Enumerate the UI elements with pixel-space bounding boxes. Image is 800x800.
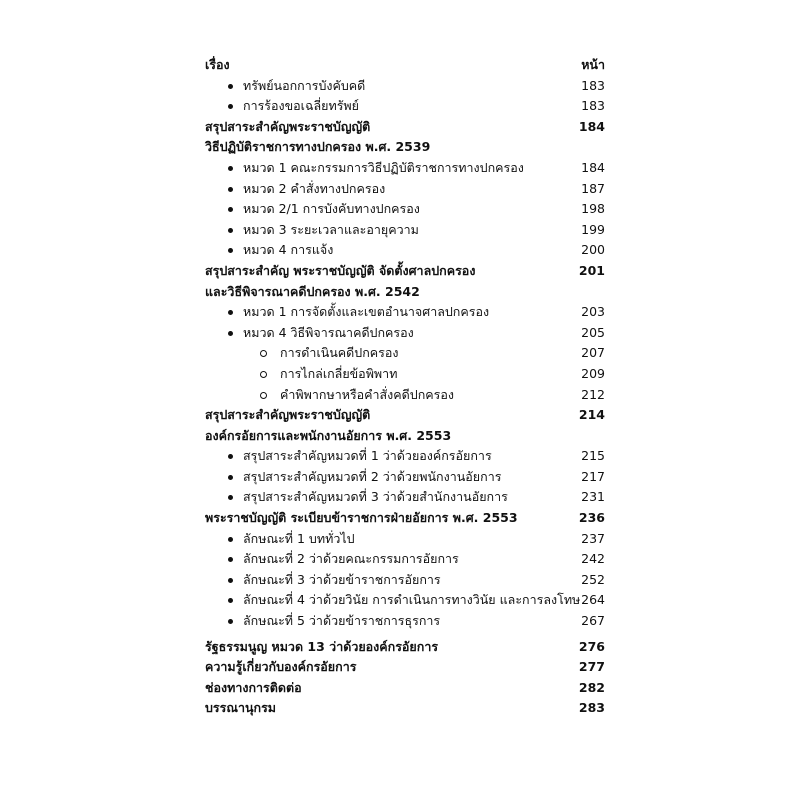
toc-entry bbox=[205, 529, 605, 550]
toc-entry-title: พระราชบัญญัติ ระเบียบข้าราชการฝ่ายอัยการ พ.ศ. 2553 bbox=[205, 510, 518, 526]
toc-entry-title: หมวด 2/1 การบังคับทางปกครอง bbox=[243, 201, 420, 217]
toc-entry bbox=[205, 282, 605, 303]
toc-entry bbox=[205, 405, 605, 426]
toc-entry-page: 212 bbox=[581, 386, 605, 402]
toc-entry bbox=[205, 199, 605, 220]
toc-entry-page: 184 bbox=[581, 159, 605, 175]
toc-entry-title: ลักษณะที่ 5 ว่าด้วยข้าราชการธุรการ bbox=[243, 613, 441, 629]
toc-entry-title: สรุปสาระสำคัญ พระราชบัญญัติ จัดตั้งศาลปกครอง bbox=[205, 262, 476, 278]
toc-entry bbox=[205, 590, 605, 611]
toc-entry bbox=[205, 637, 605, 658]
toc-entry-title: ลักษณะที่ 1 บททั่วไป bbox=[243, 530, 355, 546]
toc-entry-title: การดำเนินคดีปกครอง bbox=[280, 345, 399, 361]
toc-entry bbox=[205, 96, 605, 117]
toc-entry bbox=[205, 220, 605, 241]
toc-entry bbox=[205, 323, 605, 344]
toc-entry bbox=[205, 137, 605, 158]
toc-entry bbox=[205, 508, 605, 529]
toc-entry-title: ช่องทางการติดต่อ bbox=[205, 679, 302, 695]
toc-entry-page: 183 bbox=[581, 98, 605, 114]
toc-entry-page: 276 bbox=[578, 638, 605, 654]
toc-entry bbox=[205, 385, 605, 406]
toc-entry bbox=[205, 343, 605, 364]
toc-entry-page: 183 bbox=[581, 77, 605, 93]
toc-entry-title: คำพิพากษาหรือคำสั่งคดีปกครอง bbox=[280, 386, 454, 402]
toc-entry-title: สรุปสาระสำคัญพระราชบัญญัติ bbox=[205, 407, 371, 423]
toc-header bbox=[205, 55, 605, 76]
toc-entry-title: หมวด 3 ระยะเวลาและอายุความ bbox=[243, 221, 419, 237]
toc-entry-title: หมวด 1 การจัดตั้งและเขตอำนาจศาลปกครอง bbox=[243, 304, 490, 320]
toc-entry bbox=[205, 549, 605, 570]
toc-entry-page: 264 bbox=[581, 592, 605, 608]
toc-entry-page: 283 bbox=[578, 700, 605, 716]
toc-entry-title: ลักษณะที่ 2 ว่าด้วยคณะกรรมการอัยการ bbox=[243, 551, 459, 567]
toc-entry bbox=[205, 570, 605, 591]
toc-entry-page: 267 bbox=[581, 613, 605, 629]
toc-entry bbox=[205, 117, 605, 138]
toc-entry-page: 214 bbox=[578, 407, 605, 423]
toc-entry-page: 207 bbox=[581, 345, 605, 361]
toc-entry bbox=[205, 261, 605, 282]
toc-entry bbox=[205, 467, 605, 488]
toc-entry-title: รัฐธรรมนูญ หมวด 13 ว่าด้วยองค์กรอัยการ bbox=[205, 638, 439, 654]
toc-entry bbox=[205, 657, 605, 678]
toc-entry bbox=[205, 302, 605, 323]
toc-entry bbox=[205, 240, 605, 261]
toc-entry-page: 282 bbox=[578, 679, 605, 695]
toc-entry-title: สรุปสาระสำคัญหมวดที่ 1 ว่าด้วยองค์กรอัยการ bbox=[243, 448, 492, 464]
toc-entry-page: 209 bbox=[581, 365, 605, 381]
toc-entry-page: 236 bbox=[578, 510, 605, 526]
toc-entry-page: 237 bbox=[581, 530, 605, 546]
toc-entry-title: สรุปสาระสำคัญหมวดที่ 3 ว่าด้วยสำนักงานอัยการ bbox=[243, 489, 508, 505]
toc-entry-page: 201 bbox=[578, 262, 605, 278]
toc-entry-page: 203 bbox=[581, 304, 605, 320]
toc-entry-page: 252 bbox=[581, 571, 605, 587]
toc-entry bbox=[205, 698, 605, 719]
toc-entry-title: หมวด 2 คำสั่งทางปกครอง bbox=[243, 180, 386, 196]
toc-entry-title: การร้องขอเฉลี่ยทรัพย์ bbox=[243, 98, 359, 114]
table-of-contents bbox=[205, 55, 605, 719]
toc-entry-page: 277 bbox=[578, 659, 605, 675]
toc-entry-title: ความรู้เกี่ยวกับองค์กรอัยการ bbox=[205, 659, 357, 675]
toc-entry-page: 200 bbox=[581, 242, 605, 258]
toc-entry-page: 184 bbox=[578, 118, 605, 134]
toc-entry bbox=[205, 611, 605, 632]
toc-entry-title: ลักษณะที่ 4 ว่าด้วยวินัย การดำเนินการทางวินัย และการลงโทษ bbox=[243, 592, 581, 608]
toc-entry bbox=[205, 158, 605, 179]
toc-entry-title: หมวด 1 คณะกรรมการวิธีปฏิบัติราชการทางปกครอง bbox=[243, 159, 524, 175]
toc-entry-title: ทรัพย์นอกการบังคับคดี bbox=[243, 77, 366, 93]
toc-entry bbox=[205, 364, 605, 385]
toc-entry bbox=[205, 446, 605, 467]
toc-entry bbox=[205, 678, 605, 699]
toc-header-page: หน้า bbox=[581, 57, 605, 72]
toc-header-title: เรื่อง bbox=[205, 57, 230, 72]
toc-entry bbox=[205, 76, 605, 97]
toc-entry-page: 187 bbox=[581, 180, 605, 196]
toc-entry-title: หมวด 4 วิธีพิจารณาคดีปกครอง bbox=[243, 324, 414, 340]
toc-entry-title: สรุปสาระสำคัญพระราชบัญญัติ bbox=[205, 118, 371, 134]
toc-entry bbox=[205, 426, 605, 447]
toc-entry-page: 242 bbox=[581, 551, 605, 567]
toc-entry-page: 215 bbox=[581, 448, 605, 464]
toc-entry bbox=[205, 487, 605, 508]
toc-entry-page: 205 bbox=[581, 324, 605, 340]
toc-entry-page: 198 bbox=[581, 201, 605, 217]
toc-entry-title: บรรณานุกรม bbox=[205, 700, 277, 716]
toc-entry bbox=[205, 179, 605, 200]
toc-entry-page: 231 bbox=[581, 489, 605, 505]
toc-entry-page: 199 bbox=[581, 221, 605, 237]
toc-entry-title: หมวด 4 การแจ้ง bbox=[243, 242, 334, 258]
toc-entry-title: องค์กรอัยการและพนักงานอัยการ พ.ศ. 2553 bbox=[205, 427, 452, 443]
toc-entry-title: การไกล่เกลี่ยข้อพิพาท bbox=[280, 365, 398, 381]
toc-entry-page: 217 bbox=[581, 468, 605, 484]
toc-entry-title: และวิธีพิจารณาคดีปกครอง พ.ศ. 2542 bbox=[205, 283, 420, 299]
toc-entry-title: วิธีปฏิบัติราชการทางปกครอง พ.ศ. 2539 bbox=[205, 139, 431, 155]
toc-entry-title: สรุปสาระสำคัญหมวดที่ 2 ว่าด้วยพนักงานอัยการ bbox=[243, 468, 502, 484]
toc-entry-title: ลักษณะที่ 3 ว่าด้วยข้าราชการอัยการ bbox=[243, 571, 441, 587]
